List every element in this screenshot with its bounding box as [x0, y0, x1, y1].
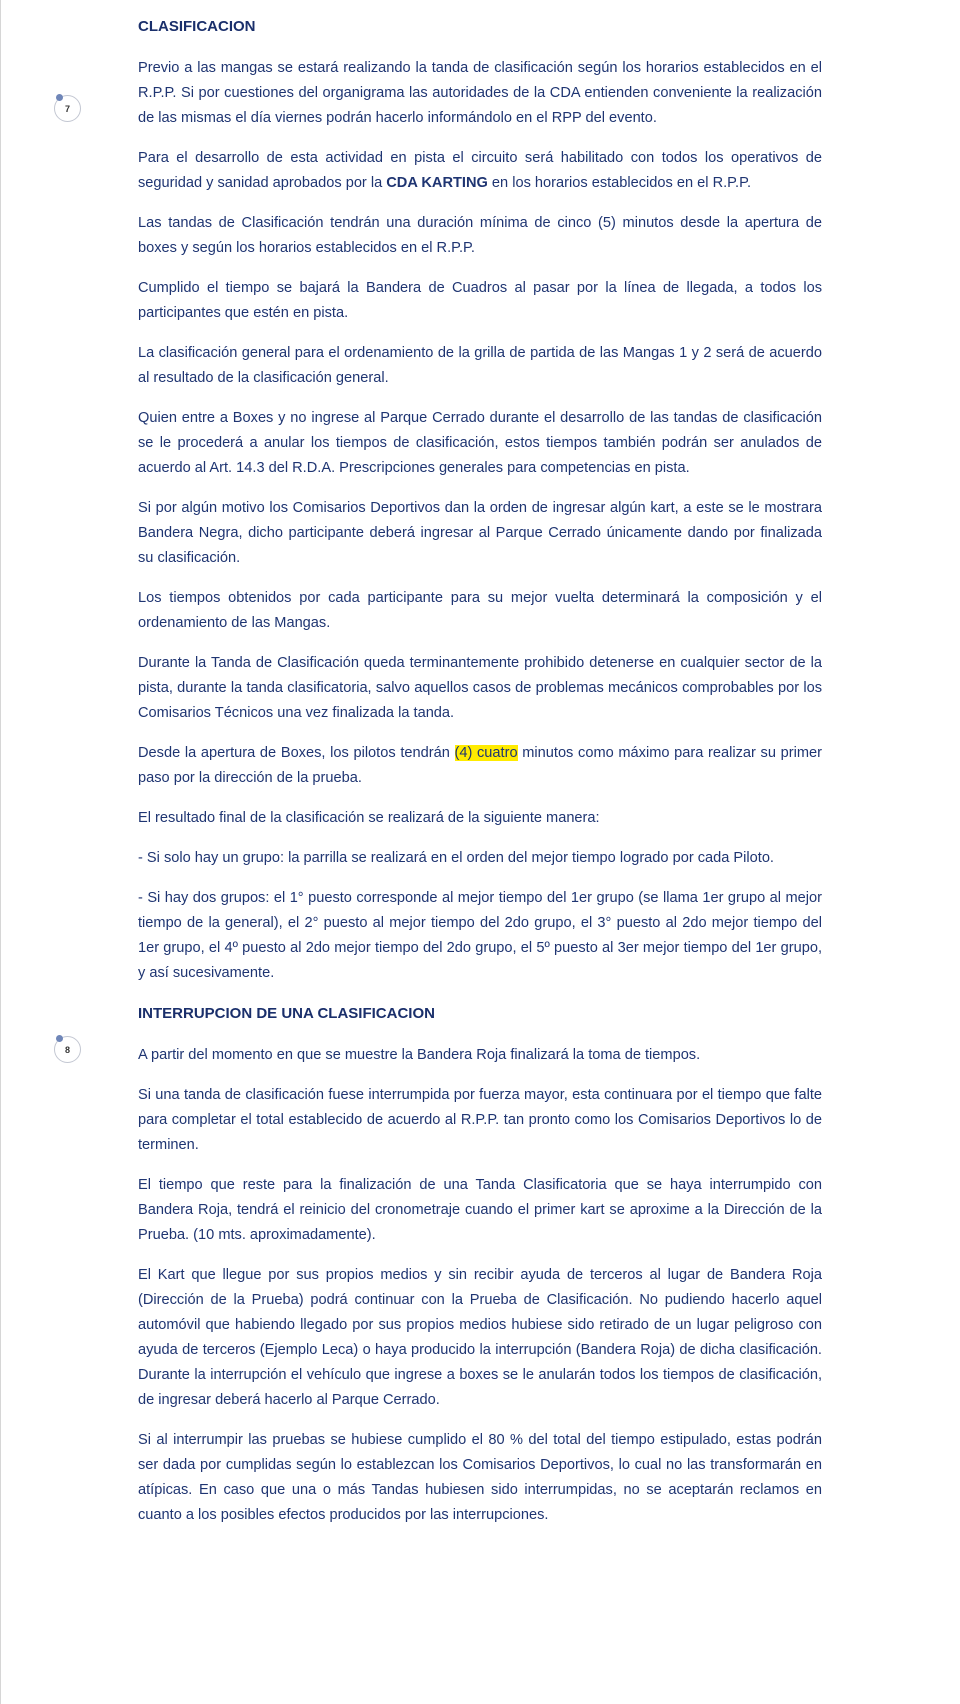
paragraph-text: Desde la apertura de Boxes, los pilotos tendrán — [138, 745, 455, 761]
highlighted-text: (4) cuatro — [454, 745, 518, 761]
paragraph: Cumplido el tiempo se bajará la Bandera de Cuadros al pasar por la línea de llegada, a todos los participantes que estén en pista. — [138, 280, 822, 321]
paragraph: Si una tanda de clasificación fuese interrumpida por fuerza mayor, esta continuara por el tiempo que falte para completar el total establecido de acuerdo al R.P.P. tan pronto como los Comisarios Deportivos lo de terminen. — [138, 1087, 822, 1153]
organization-name: CDA KARTING — [386, 175, 488, 191]
paragraph-marker-number: 8 — [64, 1044, 70, 1055]
paragraph — [138, 146, 822, 196]
paragraph-marker-7 — [54, 95, 81, 122]
paragraph: - Si solo hay un grupo: la parrilla se realizará en el orden del mejor tiempo logrado por cada Piloto. — [138, 850, 774, 866]
paragraph-marker-number: 7 — [64, 103, 70, 114]
paragraph-text: en los horarios establecidos en el R.P.P. — [487, 175, 751, 191]
paragraph-text: Para el desarrollo de esta actividad en pista el circuito será habilitado con todos los operativos de seguridad y sanidad aprobados por la — [138, 150, 822, 191]
paragraph: Si por algún motivo los Comisarios Deportivos dan la orden de ingresar algún kart, a este se le mostrara Bandera Negra, dicho participante deberá ingresar al Parque Cerrado únicamente dando por finalizada su clasificación. — [138, 500, 822, 566]
paragraph: Quien entre a Boxes y no ingrese al Parque Cerrado durante el desarrollo de las tandas de clasificación se le procederá a anular los tiempos de clasificación, estos tiempos también podrán ser anulados de acuerdo al Art. 14.3 del R.D.A. Prescripciones generales para competencias en pista. — [138, 410, 822, 476]
document-body — [138, 0, 822, 1543]
paragraph: Durante la Tanda de Clasificación queda terminantemente prohibido detenerse en cualquier sector de la pista, durante la tanda clasificatoria, salvo aquellos casos de problemas mecánicos comprobables por los Comisarios Técnicos una vez finalizada la tanda. — [138, 655, 822, 721]
paragraph: Las tandas de Clasificación tendrán una duración mínima de cinco (5) minutos desde la apertura de boxes y según los horarios establecidos en el R.P.P. — [138, 215, 822, 256]
paragraph: La clasificación general para el ordenamiento de la grilla de partida de las Mangas 1 y 2 será de acuerdo al resultado de la clasificación general. — [138, 345, 822, 386]
paragraph: Previo a las mangas se estará realizando la tanda de clasificación según los horarios establecidos en el R.P.P. Si por cuestiones del organigrama las autoridades de la CDA entienden conveniente la realización de las mismas el día viernes podrán hacerlo informándolo en el RPP del evento. — [138, 60, 822, 126]
paragraph: El tiempo que reste para la finalización de una Tanda Clasificatoria que se haya interrumpido con Bandera Roja, tendrá el reinicio del cronometraje cuando el primer kart se aproxime a la Dirección de la Prueba. (10 mts. aproximadamente). — [138, 1177, 822, 1243]
paragraph — [138, 741, 822, 791]
paragraph: A partir del momento en que se muestre la Bandera Roja finalizará la toma de tiempos. — [138, 1047, 701, 1063]
paragraph: Si al interrumpir las pruebas se hubiese cumplido el 80 % del total del tiempo estipulado, estas podrán ser dada por cumplidas según lo establezcan los Comisarios Deportivos, lo cual no las transformarán en atípicas. En caso que una o más Tandas hubiesen sido interrumpidas, no se aceptarán reclamos en cuanto a los posibles efectos producidos por las interrupciones. — [138, 1432, 822, 1523]
paragraph-marker-8 — [54, 1036, 81, 1063]
section-heading-interrupcion: INTERRUPCION DE UNA CLASIFICACION — [138, 1005, 435, 1022]
paragraph: - Si hay dos grupos: el 1° puesto corresponde al mejor tiempo del 1er grupo (se llama 1er grupo al mejor tiempo de la general), el 2° puesto al mejor tiempo del 2do grupo, el 3° puesto al 2do mejor tiempo del 1er grupo, el 4º puesto al 2do mejor tiempo del 2do grupo, el 5º puesto al 3er mejor tiempo del 1er grupo, y así sucesivamente. — [138, 890, 822, 981]
paragraph: El resultado final de la clasificación se realizará de la siguiente manera: — [138, 810, 600, 826]
paragraph: El Kart que llegue por sus propios medios y sin recibir ayuda de terceros al lugar de Bandera Roja (Dirección de la Prueba) podrá continuar con la Prueba de Clasificación. No pudiendo hacerlo aquel automóvil que habiendo llegado por sus propios medios hubiese sido retirado de un lugar peligroso con ayuda de terceros (Ejemplo Leca) o haya producido la interrupción (Bandera Roja) de dicha clasificación. Durante la interrupción el vehículo que ingrese a boxes se le anularán todos los tiempos de clasificación, de ingresar deberá hacerlo al Parque Cerrado. — [138, 1267, 822, 1408]
page-left-edge — [0, 0, 1, 1704]
section-heading-clasificacion: CLASIFICACION — [138, 18, 256, 35]
paragraph: Los tiempos obtenidos por cada participante para su mejor vuelta determinará la composición y el ordenamiento de las Mangas. — [138, 590, 822, 631]
paragraph-text: minutos como máximo para realizar su primer paso por la dirección de la prueba. — [138, 745, 823, 786]
